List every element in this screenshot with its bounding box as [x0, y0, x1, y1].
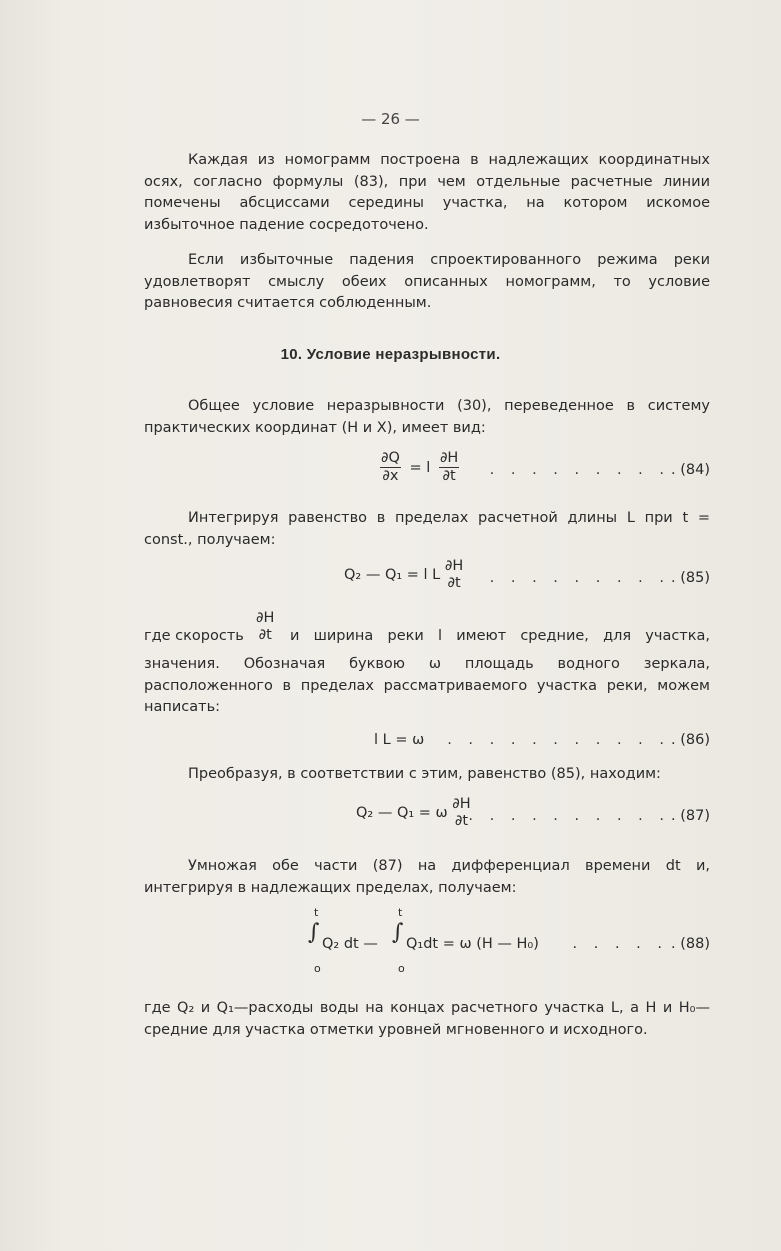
paragraph-velocity-line: [144, 610, 710, 652]
formula-84-middle: = l: [409, 459, 431, 476]
integral-2-upper-limit: t: [398, 906, 403, 919]
inline-fraction-dH-dt: ∂H ∂t: [256, 610, 275, 643]
page-number: — 26 —: [361, 110, 420, 128]
fraction-dQ-dx: $\frac{\partial Q}{\partial x}$: [381, 450, 400, 484]
integral-sign-icon: ∫: [392, 920, 404, 945]
fraction-dH-dt: ∂H ∂t: [444, 558, 464, 591]
formula-88: [144, 906, 710, 976]
formula-88-term1: Q₂ dt —: [322, 936, 378, 952]
integral-1-lower-limit: o: [314, 962, 321, 975]
equation-label-87: . (87): [671, 808, 710, 824]
paragraph-multiplying: Умножая обе части (87) на дифференциал времени dt и, интегрируя в надлежащих пределах, получаем:: [144, 858, 710, 896]
integral-sign-icon: ∫: [308, 920, 320, 945]
equation-label-88: . (88): [671, 936, 710, 952]
paragraph-continuity: Общее условие неразрывности (30), переведенное в систему практических координат (Н и X), имеет вид:: [144, 398, 710, 436]
fraction-dH-dt: $\frac{\partial H}{\partial t}$: [439, 450, 459, 484]
formula-85: [144, 558, 710, 598]
integral-2-lower-limit: o: [398, 962, 405, 975]
equation-label-85: . (85): [671, 570, 710, 586]
formula-86: [144, 730, 710, 754]
text-velocity: где скорость: [144, 628, 244, 644]
formula-87: [144, 796, 710, 836]
integral-1-upper-limit: t: [314, 906, 319, 919]
paragraph-equilibrium: Если избыточные падения спроектированного режима реки удовлетворят смыслу обеих описанных номограмм, то условие равновесия считается соблюденным.: [144, 252, 710, 311]
leader-dots: . . . . . . . . . .: [468, 808, 670, 824]
equation-label-84: . (84): [671, 462, 710, 478]
paragraph-nomograms: Каждая из номограмм построена в надлежащих координатных осях, согласно формулы (83), при чем отдельные расчетные линии помечены абсциссами середины участка, на котором искомое избыточное падение сосредоточено.: [144, 152, 710, 233]
equation-label-86: . (86): [671, 732, 710, 748]
leader-dots: . . . . . . . . .: [489, 570, 670, 586]
leader-dots: . . . . . . . . .: [489, 462, 670, 478]
leader-dots: . . . . . . . . . . .: [447, 732, 670, 748]
formula-86-expr: l L = ω: [374, 732, 425, 748]
paragraph-integrating: Интегрируя равенство в пределах расчетной длины L при t = const., получаем:: [144, 510, 710, 548]
formula-88-term2: Q₁dt = ω (H — H₀): [406, 936, 539, 952]
paragraph-transforming: Преобразуя, в соответствии с этим, равенство (85), находим:: [188, 766, 661, 782]
formula-84: [144, 450, 710, 490]
paragraph-definitions: где Q₂ и Q₁—расходы воды на концах расчетного участка L, а Н и Н₀—средние для участка отметки уровней мгновенного и исходного.: [144, 1000, 710, 1038]
formula-85-left: Q₂ — Q₁ = l L: [344, 567, 441, 583]
text-width: и ширина реки l имеют средние, для участка,: [290, 628, 710, 644]
fraction-dH-dt: ∂H ∂t: [452, 796, 471, 829]
section-heading: 10. Условие неразрывности.: [280, 346, 501, 363]
formula-87-left: Q₂ — Q₁ = ω: [356, 805, 448, 821]
leader-dots: . . . . .: [572, 936, 668, 952]
paragraph-water-mirror: значения. Обозначая буквою ω площадь водного зеркала, расположенного в пределах рассматриваемого участка реки, можем написать:: [144, 656, 710, 715]
